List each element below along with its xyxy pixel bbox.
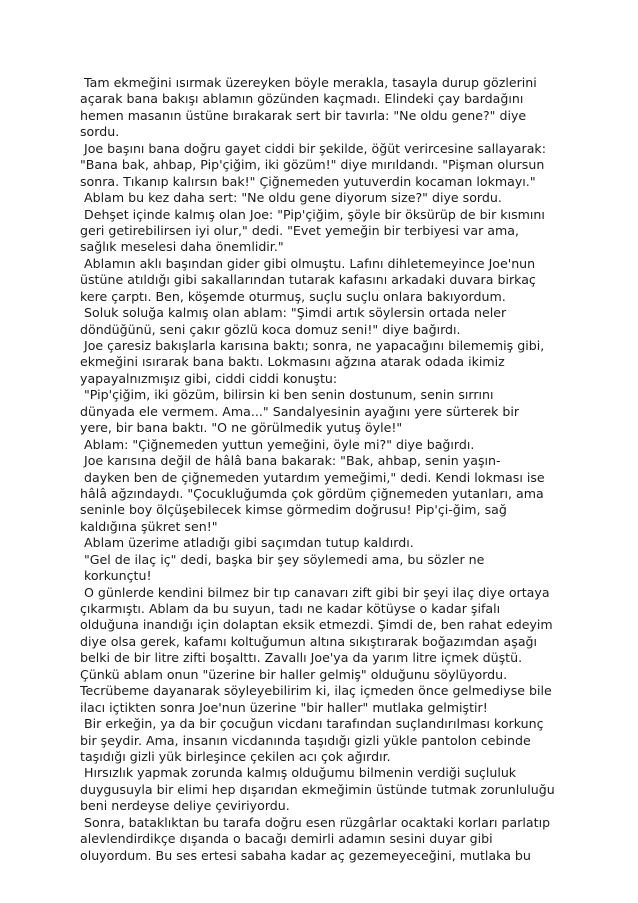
text-line: Joe çaresiz bakışlarla karısına baktı; sonra, ne yapacağını bilememiş gibi,: [80, 338, 545, 353]
text-line: alevlendirdikçe dışanda o bacağı demirli adamın sesini duyar gibi: [80, 831, 493, 847]
text-line: hemen masanın üstüne bırakarak sert bir tavırla: "Ne oldu gene?" diye: [80, 107, 527, 123]
text-line: sağlık meselesi daha önemlidir.": [80, 239, 284, 255]
text-line: dünyada ele vermem. Ama..." Sandalyesinin ayağını yere sürterek bir: [80, 403, 520, 419]
text-line: Ablam üzerime atladığı gibi saçımdan tutup kaldırdı.: [80, 535, 414, 551]
text-line: ilacı içtikten sonra Joe'nun üzerine "bir haller" mutlaka gelmiştir!: [80, 699, 488, 715]
text-line: kaldığına şükret sen!": [80, 518, 218, 534]
text-line: Bir erkeğin, ya da bir çocuğun vicdanı tarafından suçlandırılması korkunç: [80, 716, 544, 732]
text-line: Dehşet içinde kalmış olan Joe: "Pip'çiğim, şöyle bir öksürüp de bir kısmını: [80, 206, 545, 222]
text-line: Soluk soluğa kalmış olan ablam: "Şimdi artık söylersin ortada neler: [80, 305, 507, 321]
text-line: sonra. Tıkanıp kalırsın bak!" Çiğnemeden yutuverdin kocaman lokmayı.": [80, 173, 536, 189]
text-line: "Pip'çiğim, iki gözüm, bilirsin ki ben senin dostunum, senin sırrını: [80, 387, 494, 403]
text-line: ekmeğini ısırarak bana baktı. Lokmasını ağzına atarak odada ikimiz: [80, 354, 505, 370]
text-line: Tam ekmeğini ısırmak üzereyken böyle merakla, tasayla durup gözlerini: [80, 75, 537, 90]
text-line: "Gel de ilaç iç" dedi, başka bir şey söylemedi ama, bu sözler ne: [80, 551, 485, 567]
text-line: Tecrübeme dayanarak söyleyebilirim ki, ilaç içmeden önce gelmediyse bile: [80, 683, 552, 699]
text-line: yere, bir bana baktı. "O ne görülmedik yutuş öyle!": [80, 420, 403, 436]
text-line: yapayalnızmışız gibi, ciddi ciddi konuştu:: [80, 370, 338, 386]
text-line: açarak bana bakışı ablamın gözünden kaçmadı. Elindeki çay bardağını: [80, 91, 524, 107]
text-line: korkunçtu!: [80, 568, 152, 584]
text-line: Hırsızlık yapmak zorunda kalmış olduğumu bilmenin verdiği suçluluk: [80, 765, 517, 781]
text-line: çıkarmıştı. Ablam da bu suyun, tadı ne kadar kötüyse o kadar şifalı: [80, 601, 501, 616]
text-line: kere çarptı. Ben, köşemde oturmuş, suçlu suçlu onlara bakıyordum.: [80, 288, 506, 304]
text-line: Ablamın aklı başından gider gibi olmuştu. Lafını dihletemeyince Joe'nun: [80, 255, 536, 271]
text-line: oluyordum. Bu ses ertesi sabaha kadar aç gezemeyeceğini, mutlaka bu: [80, 847, 531, 863]
text-line: belki de bir litre zifti boşalttı. Zavallı Joe'ya da yarım litre içmek düştü.: [80, 650, 523, 666]
text-line: üstüne atıldığı gibi sakallarından tutarak kafasını arkadaki duvara birkaç: [80, 272, 536, 288]
text-line: geri getirebilirsen iyi olur," dedi. "Evet yemeğin bir terbiyesi var ama,: [80, 222, 520, 238]
text-line: duygusuyla bir elimi hep dışarıdan ekmeğimin üstünde tutmak zorunluluğu: [80, 781, 555, 797]
text-line: bir şeydir. Ama, insanın vicdanında taşıdığı gizli yükle pantolon cebinde: [80, 732, 531, 748]
text-line: olduğuna inandığı için dolaptan eksik etmezdi. Şimdi de, ben rahat edeyim: [80, 617, 553, 633]
text-line: "Bana bak, ahbap, Pip'çiğim, iki gözüm!" diye mırıldandı. "Pişman olursun: [80, 157, 545, 173]
text-line: döndüğünü, seni çakır gözlü koca domuz seni!" diye bağırdı.: [80, 321, 461, 337]
text-line: Joe karısına değil de hâlâ bana bakarak: "Bak, ahbap, senin yaşın-: [80, 453, 501, 469]
text-line: Sonra, bataklıktan bu tarafa doğru esen rüzgârlar ocaktaki korları parlatıp: [80, 814, 551, 830]
text-line: seninle boy ölçüşebilecek kimse görmedim doğrusu! Pip'çi-ğim, sağ: [80, 502, 507, 518]
text-line: beni nerdeyse deliye çeviriyordu.: [80, 798, 290, 814]
text-line: Ablam bu kez daha sert: "Ne oldu gene diyorum size?" diye sordu.: [80, 190, 502, 206]
text-line: Ablam: "Çiğnemeden yuttun yemeğini, öyle mi?" diye bağırdı.: [80, 436, 475, 452]
body-text: [80, 75, 560, 864]
text-line: Joe başını bana doğru gayet ciddi bir şekilde, öğüt verircesine sallayarak:: [80, 140, 546, 156]
text-line: dayken ben de çiğnemeden yutardım yemeğimi," dedi. Kendi lokması ise: [80, 469, 545, 485]
text-line: hâlâ ağzındaydı. "Çocukluğumda çok gördüm çiğnemeden yutanları, ama: [80, 485, 544, 501]
text-line: sordu.: [80, 124, 120, 140]
text-line: diye olsa gerek, kafamı koltuğumun altına sıkıştırarak boğazımdan aşağı: [80, 633, 538, 649]
text-line: taşıdığı gizli yük birleşince çekilen acı çok ağırdır.: [80, 748, 391, 764]
text-line: Çünkü ablam onun "üzerine bir haller gelmiş" olduğunu söylüyordu.: [80, 666, 508, 682]
text-line: O günlerde kendini bilmez bir tıp canavarı zift gibi bir şeyi ilaç diye ortaya: [80, 584, 550, 600]
